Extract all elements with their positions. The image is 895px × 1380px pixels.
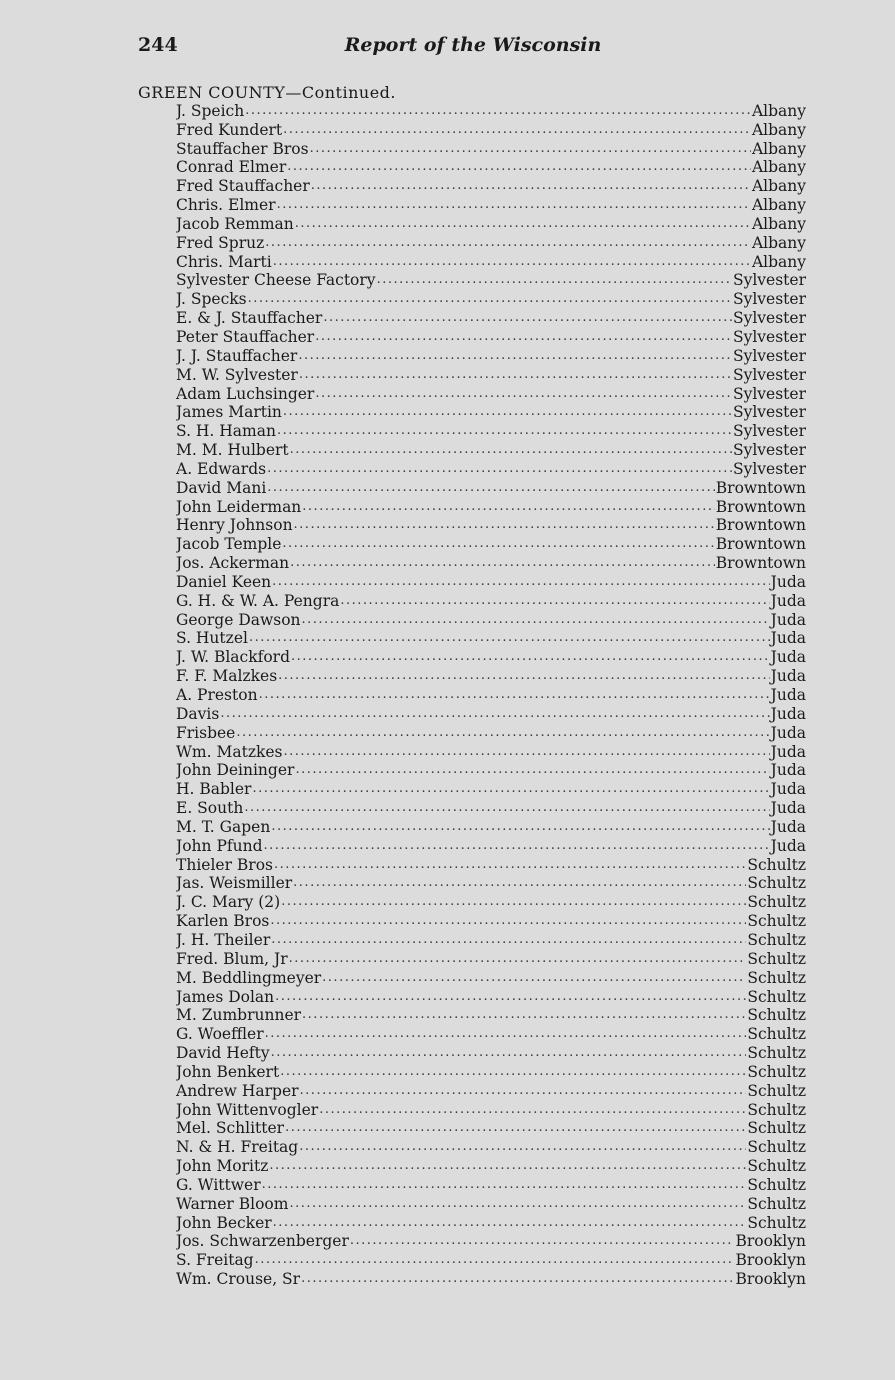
entry-place: Schultz (747, 1175, 806, 1194)
entry-place: Albany (751, 120, 806, 139)
entry-name: M. M. Hulbert (176, 441, 289, 460)
list-item (176, 987, 806, 1006)
entry-place: Juda (770, 723, 806, 742)
dot-leader (271, 931, 746, 949)
dot-leader (311, 177, 751, 195)
dot-leader (281, 893, 746, 911)
list-item (176, 836, 806, 855)
entry-place: Schultz (747, 1025, 806, 1044)
list-item (176, 742, 806, 761)
page-header (138, 34, 808, 60)
entry-name: A. Preston (176, 686, 258, 704)
list-item (176, 1175, 806, 1194)
entry-place: Browntown (715, 516, 806, 535)
list-item (176, 1137, 806, 1156)
dot-leader (275, 988, 746, 1006)
list-item (176, 553, 806, 572)
entry-place: Brooklyn (735, 1232, 806, 1251)
entry-name: Fred Spruz (176, 233, 265, 252)
list-item (176, 949, 806, 968)
entry-place: Brooklyn (735, 1251, 806, 1270)
entry-name: Jos. Schwarzenberger (176, 1232, 349, 1251)
list-item (176, 855, 806, 874)
entry-place: Juda (770, 761, 806, 780)
entry-name: Sylvester Cheese Factory (176, 271, 376, 290)
entry-place: Juda (770, 742, 806, 761)
entry-name: Chris. Marti (176, 252, 272, 271)
dot-leader (273, 253, 751, 271)
dot-leader (271, 818, 769, 836)
entry-name: John Moritz (176, 1157, 269, 1176)
entry-place: Schultz (747, 1062, 806, 1081)
list-item (176, 685, 806, 704)
list-item (176, 1043, 806, 1062)
list-item (176, 666, 806, 685)
dot-leader (302, 1006, 746, 1024)
list-item (176, 1081, 806, 1100)
entry-place: Schultz (747, 1044, 806, 1063)
entry-name: H. Babler (176, 780, 252, 799)
list-item (176, 384, 806, 403)
entry-name: M. W. Sylvester (176, 365, 298, 384)
entry-place: Albany (751, 101, 806, 120)
entry-place: Juda (770, 629, 806, 648)
entry-name: Adam Luchsinger (176, 384, 315, 403)
entry-name: Jacob Remman (176, 214, 294, 233)
entry-name: Henry Johnson (176, 516, 293, 535)
list-item (176, 572, 806, 591)
entry-place: Schultz (747, 987, 806, 1006)
list-item (176, 516, 806, 535)
list-item (176, 327, 806, 346)
list-item (176, 233, 806, 252)
dot-leader (248, 290, 732, 308)
list-item (176, 798, 806, 817)
entry-name: Wm. Matzkes (176, 742, 283, 761)
dot-leader (289, 1195, 746, 1213)
list-item (176, 1006, 806, 1025)
dot-leader (264, 837, 770, 855)
dot-leader (315, 328, 732, 346)
dot-leader (287, 158, 751, 176)
entry-name: John Leiderman (176, 497, 302, 516)
dot-leader (291, 648, 770, 666)
entry-place: Schultz (747, 893, 806, 912)
list-item (176, 459, 806, 478)
entry-place: Sylvester (732, 403, 806, 422)
entry-place: Schultz (747, 949, 806, 968)
entry-name: Davis (176, 704, 220, 723)
list-item (176, 346, 806, 365)
entry-name: S. H. Haman (176, 422, 276, 441)
section-heading: GREEN COUNTY—Continued. (138, 83, 396, 102)
entry-name: J. J. Stauffacher (176, 346, 298, 365)
entry-name: M. Beddlingmeyer (176, 968, 322, 987)
entry-name: Chris. Elmer (176, 196, 276, 215)
entry-place: Schultz (747, 1194, 806, 1213)
entry-place: Juda (770, 591, 806, 610)
entry-name: John Becker (176, 1213, 272, 1232)
entry-name: John Wittenvogler (176, 1100, 319, 1119)
dot-leader (295, 215, 751, 233)
entry-place: Schultz (747, 1119, 806, 1138)
dot-leader (302, 611, 770, 629)
entry-name: E. & J. Stauffacher (176, 309, 323, 328)
entry-name: Mel. Schlitter (176, 1119, 285, 1138)
list-item (176, 723, 806, 742)
entry-place: Juda (770, 610, 806, 629)
list-item (176, 1250, 806, 1269)
entry-name: Frisbee (176, 723, 236, 742)
entry-name: Stauffacher Bros (176, 139, 309, 158)
dot-leader (283, 403, 732, 421)
entry-name: Fred. Blum, Jr (176, 949, 288, 968)
dot-leader (272, 573, 769, 591)
entry-name: Conrad Elmer (176, 158, 287, 177)
dot-leader (299, 366, 732, 384)
dot-leader (293, 874, 746, 892)
entry-name: S. Hutzel (176, 629, 248, 648)
entry-name: Warner Bloom (176, 1194, 289, 1213)
list-item (176, 534, 806, 553)
list-item (176, 610, 806, 629)
dot-leader (267, 479, 715, 497)
entry-name: Daniel Keen (176, 572, 272, 591)
entry-place: Sylvester (732, 422, 806, 441)
entry-name: S. Freitag (176, 1251, 254, 1270)
entry-name: G. H. & W. A. Pengra (176, 591, 340, 610)
list-item (176, 911, 806, 930)
entry-place: Juda (770, 667, 806, 686)
dot-leader (284, 743, 770, 761)
page-number: 244 (138, 34, 178, 56)
entry-name: Jas. Weismiller (176, 874, 293, 893)
dot-leader (271, 1044, 747, 1062)
dot-leader (249, 629, 770, 647)
entry-place: Albany (751, 252, 806, 271)
dot-leader (280, 1063, 746, 1081)
entry-place: Schultz (747, 1213, 806, 1232)
dot-leader (273, 1214, 747, 1232)
entry-name: George Dawson (176, 610, 301, 629)
dot-leader (323, 309, 732, 327)
dot-leader (319, 1101, 746, 1119)
entry-place: Schultz (747, 1157, 806, 1176)
dot-leader (270, 912, 746, 930)
dot-leader (283, 121, 751, 139)
dot-leader (245, 102, 751, 120)
entry-place: Sylvester (732, 346, 806, 365)
list-item (176, 271, 806, 290)
dot-leader (290, 441, 732, 459)
entry-name: J. C. Mary (2) (176, 893, 281, 912)
entry-place: Schultz (747, 930, 806, 949)
entry-name: John Benkert (176, 1062, 280, 1081)
list-item (176, 591, 806, 610)
dot-leader (259, 686, 770, 704)
dot-leader (350, 1232, 735, 1250)
entry-place: Sylvester (732, 384, 806, 403)
entry-place: Sylvester (732, 290, 806, 309)
list-item (176, 647, 806, 666)
entry-place: Schultz (747, 1006, 806, 1025)
entry-name: J. Specks (176, 290, 247, 309)
entry-name: Thieler Bros (176, 855, 274, 874)
dot-leader (265, 234, 751, 252)
list-item (176, 120, 806, 139)
entry-place: Schultz (747, 1081, 806, 1100)
list-item (176, 158, 806, 177)
entry-place: Albany (751, 196, 806, 215)
entry-place: Albany (751, 139, 806, 158)
entry-name: John Deininger (176, 761, 295, 780)
entry-name: Wm. Crouse, Sr (176, 1270, 301, 1289)
entry-place: Sylvester (732, 309, 806, 328)
entry-name: Jacob Temple (176, 535, 282, 554)
dot-leader (277, 196, 751, 214)
entry-name: G. Woeffler (176, 1025, 264, 1044)
entry-name: M. T. Gapen (176, 817, 271, 836)
entry-list (176, 101, 806, 1288)
entry-name: J. W. Blackford (176, 648, 291, 667)
entry-place: Albany (751, 233, 806, 252)
dot-leader (236, 724, 769, 742)
entry-name: James Dolan (176, 987, 275, 1006)
list-item (176, 1232, 806, 1251)
dot-leader (278, 667, 769, 685)
dot-leader (300, 1082, 747, 1100)
list-item (176, 1024, 806, 1043)
list-item (176, 101, 806, 120)
entry-name: Andrew Harper (176, 1081, 299, 1100)
entry-place: Albany (751, 177, 806, 196)
entry-place: Juda (770, 780, 806, 799)
entry-place: Schultz (747, 1100, 806, 1119)
list-item (176, 195, 806, 214)
dot-leader (262, 1176, 747, 1194)
running-head: Report of the Wisconsin (344, 34, 602, 56)
list-item (176, 1156, 806, 1175)
entry-name: J. Speich (176, 101, 245, 120)
dot-leader (377, 271, 732, 289)
list-item (176, 874, 806, 893)
entry-name: James Martin (176, 403, 282, 422)
entry-name: E. South (176, 799, 244, 818)
entry-place: Schultz (747, 874, 806, 893)
entry-name: Fred Stauffacher (176, 177, 310, 196)
list-item (176, 252, 806, 271)
list-item (176, 139, 806, 158)
entry-name: G. Wittwer (176, 1175, 261, 1194)
dot-leader (285, 1119, 746, 1137)
list-item (176, 1062, 806, 1081)
list-item (176, 930, 806, 949)
entry-name: Jos. Ackerman (176, 554, 290, 573)
list-item (176, 968, 806, 987)
list-item (176, 403, 806, 422)
entry-name: Fred Kundert (176, 120, 283, 139)
entry-place: Schultz (747, 912, 806, 931)
dot-leader (295, 761, 769, 779)
entry-place: Browntown (715, 554, 806, 573)
entry-place: Juda (770, 572, 806, 591)
entry-place: Schultz (747, 1138, 806, 1157)
entry-place: Brooklyn (735, 1270, 806, 1289)
dot-leader (274, 856, 746, 874)
entry-name: David Hefty (176, 1044, 270, 1063)
list-item (176, 176, 806, 195)
entry-name: John Pfund (176, 836, 263, 855)
entry-place: Juda (770, 799, 806, 818)
dot-leader (277, 422, 732, 440)
dot-leader (244, 799, 769, 817)
entry-name: David Mani (176, 478, 267, 497)
list-item (176, 478, 806, 497)
entry-place: Juda (770, 836, 806, 855)
entry-place: Sylvester (732, 365, 806, 384)
dot-leader (299, 1138, 746, 1156)
entry-place: Browntown (715, 535, 806, 554)
entry-name: Peter Stauffacher (176, 327, 315, 346)
entry-place: Sylvester (732, 441, 806, 460)
list-item (176, 365, 806, 384)
list-item (176, 1213, 806, 1232)
entry-place: Browntown (715, 497, 806, 516)
entry-place: Sylvester (732, 271, 806, 290)
dot-leader (265, 1025, 747, 1043)
list-item (176, 1119, 806, 1138)
entry-place: Juda (770, 817, 806, 836)
dot-leader (220, 705, 769, 723)
dot-leader (315, 385, 732, 403)
list-item (176, 704, 806, 723)
entry-name: F. F. Malzkes (176, 667, 278, 686)
list-item (176, 421, 806, 440)
dot-leader (252, 780, 769, 798)
entry-name: J. H. Theiler (176, 930, 271, 949)
entry-name: M. Zumbrunner (176, 1006, 302, 1025)
entry-place: Juda (770, 704, 806, 723)
list-item (176, 497, 806, 516)
dot-leader (294, 516, 715, 534)
dot-leader (267, 460, 732, 478)
list-item (176, 214, 806, 233)
entry-place: Juda (770, 648, 806, 667)
list-item (176, 817, 806, 836)
dot-leader (255, 1251, 735, 1269)
dot-leader (269, 1157, 746, 1175)
list-item (176, 308, 806, 327)
dot-leader (301, 1270, 734, 1288)
list-item (176, 289, 806, 308)
entry-place: Browntown (715, 478, 806, 497)
list-item (176, 761, 806, 780)
list-item (176, 440, 806, 459)
list-item (176, 779, 806, 798)
list-item (176, 892, 806, 911)
entry-name: A. Edwards (176, 459, 267, 478)
dot-leader (310, 140, 751, 158)
list-item (176, 1269, 806, 1288)
entry-name: N. & H. Freitag (176, 1138, 299, 1157)
entry-name: Karlen Bros (176, 912, 270, 931)
dot-leader (302, 498, 715, 516)
dot-leader (340, 592, 769, 610)
dot-leader (290, 554, 715, 572)
entry-place: Albany (751, 158, 806, 177)
entry-place: Sylvester (732, 459, 806, 478)
entry-place: Schultz (747, 855, 806, 874)
list-item (176, 1194, 806, 1213)
entry-place: Juda (770, 686, 806, 704)
entry-place: Albany (751, 214, 806, 233)
entry-place: Sylvester (732, 327, 806, 346)
dot-leader (282, 535, 714, 553)
list-item (176, 629, 806, 648)
entry-place: Schultz (747, 968, 806, 987)
dot-leader (322, 969, 746, 987)
dot-leader (298, 347, 732, 365)
list-item (176, 1100, 806, 1119)
dot-leader (289, 950, 747, 968)
